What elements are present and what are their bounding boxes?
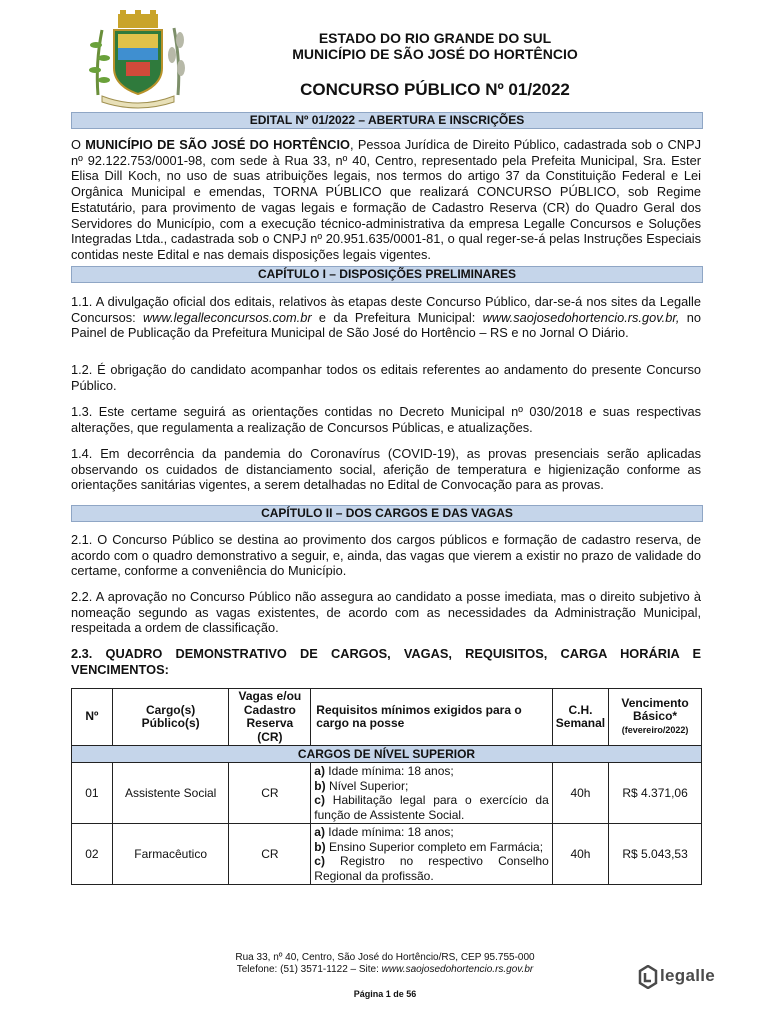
row-cargo: Assistente Social [112, 763, 229, 824]
row-vagas: CR [229, 763, 311, 824]
table-header-row [72, 689, 702, 746]
req-a [314, 764, 549, 779]
req-c-label: c) [314, 854, 325, 868]
positions-table [71, 688, 702, 885]
req-b-text: Nível Superior; [325, 778, 409, 793]
header-vencimento-label: Vencimento Básico* [621, 695, 689, 724]
req-b [314, 779, 549, 794]
section-row [72, 746, 702, 763]
page-footer [200, 952, 570, 976]
section-title: CARGOS DE NÍVEL SUPERIOR [72, 746, 702, 763]
req-a-text: Idade mínima: 18 anos; [324, 764, 454, 778]
paragraph-1-4: 1.4. Em decorrência da pandemia do Coronavírus (COVID-19), as provas presenciais serão aplicadas observando os cuidados de distanciamento social, aferição de temperatura e higienização conforme as orientações sanitárias vigentes, a serem detalhadas no Edital de Convocação para as provas. [71, 446, 701, 493]
req-b [314, 840, 549, 855]
document-header [200, 30, 670, 62]
p11-text-c: no Painel de Publicação da Prefeitura Municipal de São José do Hortêncio – RS e no Jornal O Diário. [71, 309, 701, 341]
req-c-label: c) [314, 793, 325, 807]
state-name: ESTADO DO RIO GRANDE DO SUL [318, 30, 552, 46]
row-num: 01 [72, 763, 113, 824]
req-b-label: b) [314, 778, 326, 793]
req-a-label: a) [314, 825, 325, 839]
row-requisitos [311, 824, 553, 885]
chapter-2-title-bar: CAPÍTULO II – DOS CARGOS E DAS VAGAS [71, 505, 703, 522]
row-vagas: CR [229, 824, 311, 885]
header-vencimento-note: (fevereiro/2022) [621, 724, 689, 735]
header-vagas: Vagas e/ou Cadastro Reserva (CR) [229, 689, 311, 746]
row-ch: 40h [552, 763, 608, 824]
p11-text-a: 1.1. A divulgação oficial dos editais, relativos às etapas deste Concurso Público, dar-se-á nos sites da Legalle Concursos: [71, 294, 701, 325]
row-vencimento: R$ 4.371,06 [609, 763, 702, 824]
legalle-logo [638, 964, 728, 990]
req-c [314, 793, 549, 822]
req-c-text: Habilitação legal para o exercício da função de Assistente Social. [314, 793, 549, 822]
page-title: CONCURSO PÚBLICO Nº 01/2022 [300, 80, 570, 99]
legalle-site-link[interactable]: www.legalleconcursos.com.br [143, 309, 312, 325]
intro-paragraph [71, 137, 701, 263]
header-requisitos: Requisitos mínimos exigidos para o cargo na posse [311, 689, 553, 746]
row-num: 02 [72, 824, 113, 885]
municipal-coat-of-arms-icon [84, 10, 192, 110]
municipality-name: MUNICÍPIO DE SÃO JOSÉ DO HORTÊNCIO [292, 46, 578, 62]
p11-text-b: e da Prefeitura Municipal: [311, 309, 483, 325]
footer-phone: Telefone: (51) 3571-1122 – Site: [236, 964, 382, 975]
header-cargo: Cargo(s) Público(s) [112, 689, 229, 746]
req-b-text: Ensino Superior completo em Farmácia; [325, 839, 544, 854]
prefeitura-site-link[interactable]: www.saojosedohortencio.rs.gov.br, [482, 309, 680, 325]
footer-address: Rua 33, nº 40, Centro, São José do Hortêncio/RS, CEP 95.755-000 [235, 952, 535, 963]
page-number: Página 1 de 56 [353, 989, 417, 999]
paragraph-2-1: 2.1. O Concurso Público se destina ao provimento dos cargos públicos e formação de cadastro reserva, de acordo com o quadro demonstrativo a seguir, e, ainda, das vagas que vierem a existir no prazo de validade do certame, conforme a conveniência do Município. [71, 532, 701, 579]
intro-prefix: O [71, 137, 86, 152]
req-a-label: a) [314, 764, 325, 778]
row-ch: 40h [552, 824, 608, 885]
row-vencimento: R$ 5.043,53 [609, 824, 702, 885]
table-row [72, 824, 702, 885]
paragraph-2-3: 2.3. QUADRO DEMONSTRATIVO DE CARGOS, VAGAS, REQUISITOS, CARGA HORÁRIA E VENCIMENTOS: [71, 646, 701, 677]
paragraph-1-3: 1.3. Este certame seguirá as orientações contidas no Decreto Municipal nº 030/2018 e suas respectivas alterações, que regulamenta a realização de Concursos Públicas, e atualizações. [71, 404, 701, 435]
paragraph-1-1 [71, 294, 701, 341]
edital-title-bar: EDITAL Nº 01/2022 – ABERTURA E INSCRIÇÕES [71, 112, 703, 129]
req-b-label: b) [314, 839, 326, 854]
paragraph-2-2: 2.2. A aprovação no Concurso Público não assegura ao candidato a posse imediata, mas o direito subjetivo à nomeação segundo as vagas existentes, de acordo com as necessidades da Administração Municipal, respeitada a ordem de classificação. [71, 589, 701, 636]
row-cargo: Farmacêutico [112, 824, 229, 885]
table-row [72, 763, 702, 824]
header-vencimento [609, 689, 702, 746]
footer-site-link[interactable]: www.saojosedohortencio.rs.gov.br [381, 964, 534, 975]
req-c-text: Registro no respectivo Conselho Regional da profissão. [314, 854, 549, 883]
header-num: Nº [72, 689, 113, 746]
header-ch: C.H. Semanal [552, 689, 608, 746]
legalle-logo-text: legalle [660, 966, 716, 985]
chapter-1-title-bar: CAPÍTULO I – DISPOSIÇÕES PRELIMINARES [71, 266, 703, 283]
req-c [314, 854, 549, 883]
req-a [314, 825, 549, 840]
row-requisitos [311, 763, 553, 824]
paragraph-1-2: 1.2. É obrigação do candidato acompanhar todos os editais referentes ao andamento do presente Concurso Público. [71, 362, 701, 393]
footer-contact [200, 964, 570, 976]
intro-text: , Pessoa Jurídica de Direito Público, cadastrada sob o CNPJ nº 92.122.753/0001-98, com sede à Rua 33, nº 40, Centro, representado pela Prefeita Municipal, Sra. Ester Elisa Dill Koch, no uso de suas atribuições legais, nos termos do artigo 37 da Constituição Federal e Lei Orgânica Municipal e emendas, TORNA PÚBLICO que realizará CONCURSO PÚBLICO, sob Regime Estatutário, para provimento de vagas legais e formação de Cadastro Reserva (CR) do Quadro Geral dos Servidores do Município, com a execução técnico-administrativa da empresa Legalle Concursos e Soluções Integradas Ltda., cadastrada sob o CNPJ nº 20.951.635/0001-81, o qual reger-se-á pelas Instruções Especiais contidas neste Edital e nas demais disposições legais vigentes. [71, 137, 701, 262]
req-a-text: Idade mínima: 18 anos; [324, 825, 454, 839]
intro-municipality: MUNICÍPIO DE SÃO JOSÉ DO HORTÊNCIO [85, 137, 350, 152]
legalle-logo-icon [638, 965, 658, 989]
